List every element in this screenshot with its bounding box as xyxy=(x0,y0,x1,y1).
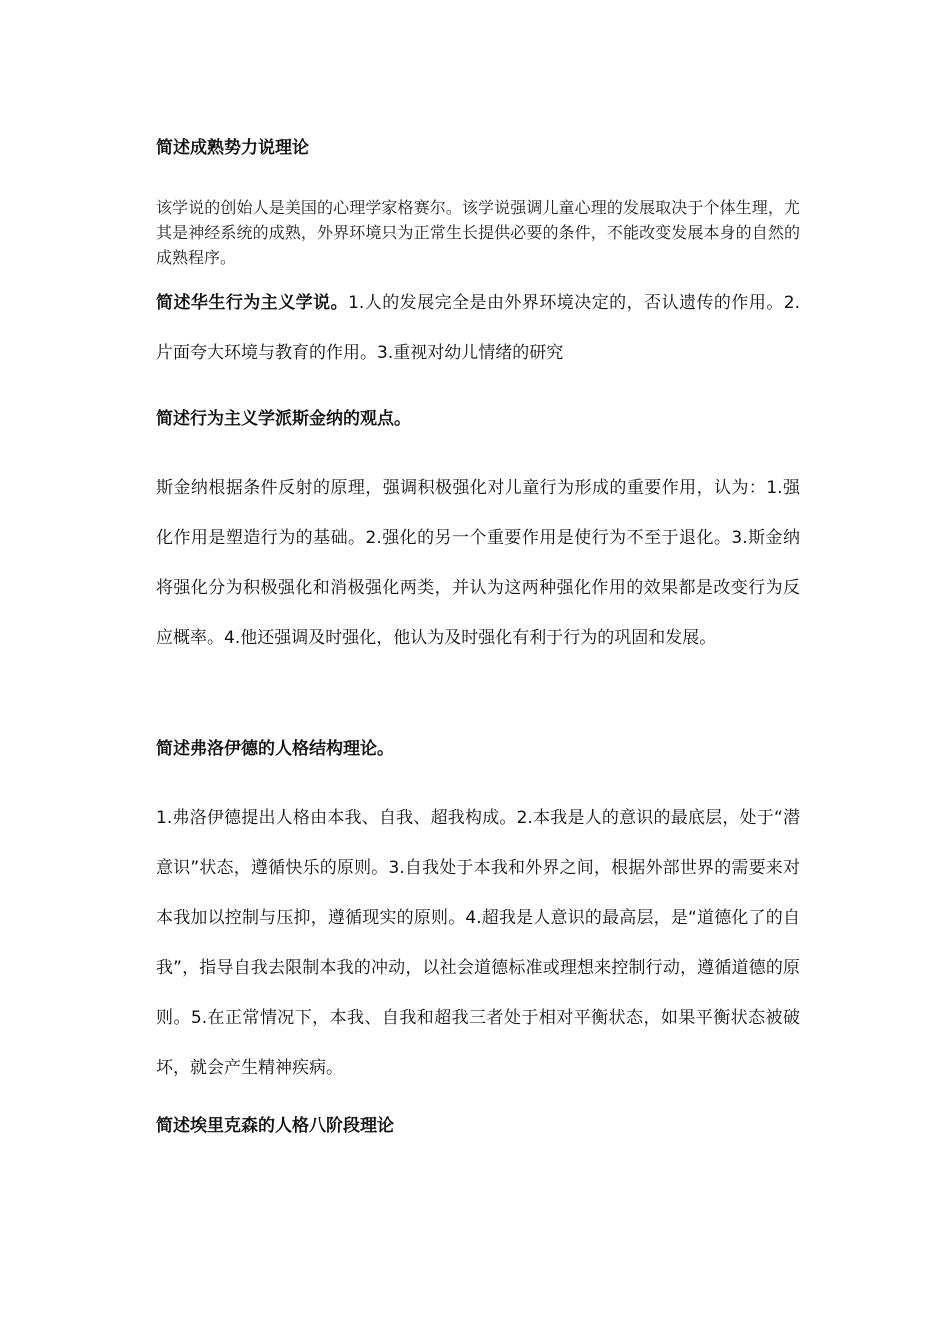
section-heading-watson: 简述华生行为主义学说。 xyxy=(156,293,349,313)
section-body-freud: 1.弗洛伊德提出人格由本我、自我、超我构成。2.本我是人的意识的最底层，处于“潜意识”状态，遵循快乐的原则。3.自我处于本我和外界之间，根据外部世界的需要来对本我加以控制与压抑，遵循现实的原则。4.超我是人意识的最高层，是“道德化了的自我”，指导自我去限制本我的冲动，以社会道德标准或理想来控制行动，遵循道德的原则。5.在正常情况下，本我、自我和超我三者处于相对平衡状态，如果平衡状态被破坏，就会产生精神疾病。 xyxy=(156,808,800,1078)
section-heading-erikson: 简述埃里克森的人格八阶段理论 xyxy=(156,1116,394,1136)
section-watson xyxy=(156,278,800,378)
section-body-maturation-theory: 该学说的创始人是美国的心理学家格赛尔。该学说强调儿童心理的发展取决于个体生理，尤其是神经系统的成熟，外界环境只为正常生长提供必要的条件，不能改变发展本身的自然的成熟程序。 xyxy=(156,198,800,267)
section-body-watson: 1.人的发展完全是由外界环境决定的，否认遗传的作用。2.片面夸大环境与教育的作用。3.重视对幼儿情绪的研究 xyxy=(156,293,800,363)
section-heading-maturation-theory: 简述成熟势力说理论 xyxy=(156,138,309,158)
section-heading-skinner: 简述行为主义学派斯金纳的观点。 xyxy=(156,409,411,429)
section-heading-freud: 简述弗洛伊德的人格结构理论。 xyxy=(156,739,394,759)
section-body-skinner: 斯金纳根据条件反射的原理，强调积极强化对儿童行为形成的重要作用，认为：1.强化作用是塑造行为的基础。2.强化的另一个重要作用是使行为不至于退化。3.斯金纳将强化分为积极强化和消极强化两类，并认为这两种强化作用的效果都是改变行为反应概率。4.他还强调及时强化，他认为及时强化有利于行为的巩固和发展。 xyxy=(156,478,800,648)
